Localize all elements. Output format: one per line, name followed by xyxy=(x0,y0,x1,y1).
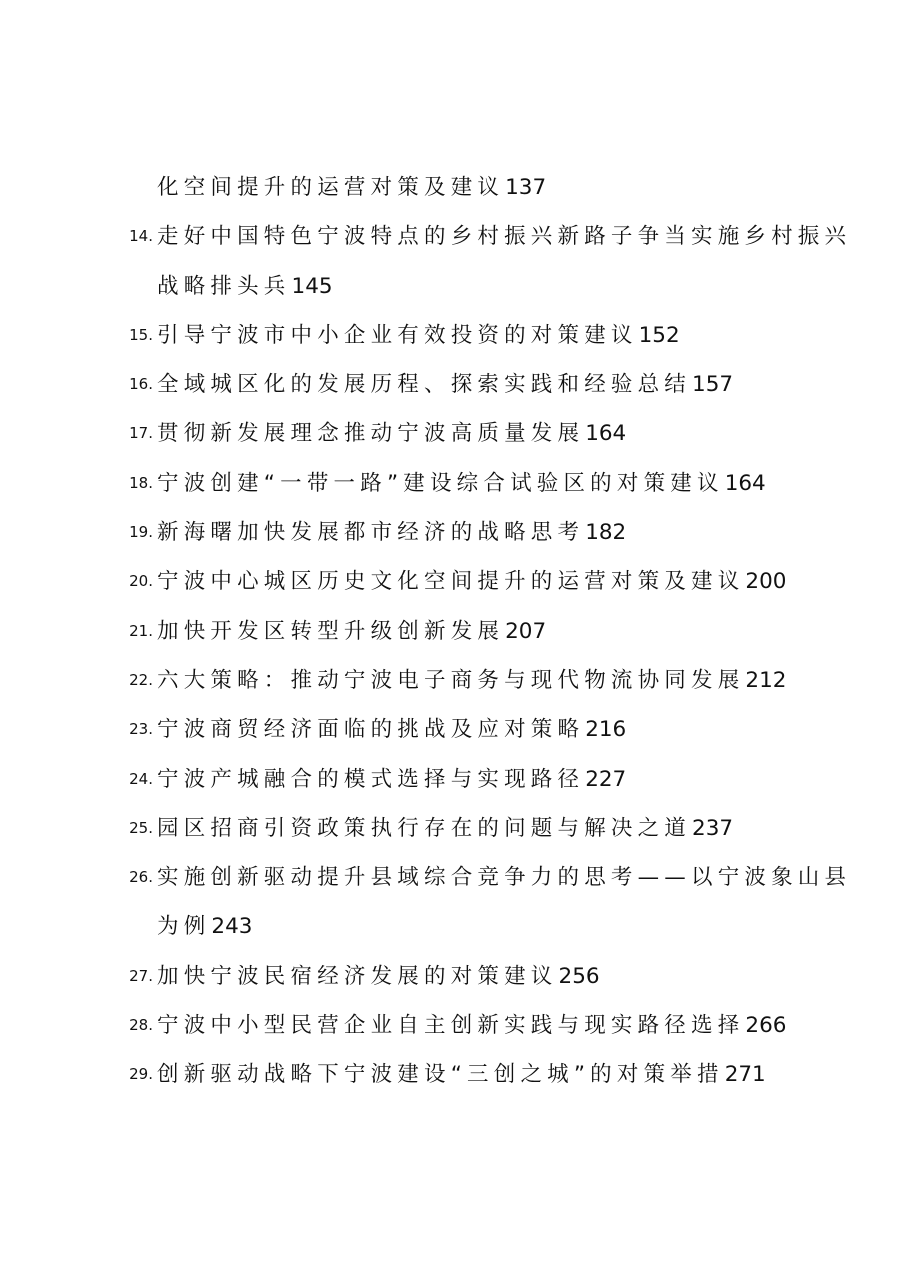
toc-line xyxy=(0,804,909,853)
toc-title: 宁波商贸经济面临的挑战及应对策略 xyxy=(157,717,585,743)
toc-entry xyxy=(157,262,333,311)
toc-number: 23. xyxy=(129,720,153,739)
toc-line xyxy=(0,1001,909,1050)
toc-number: 22. xyxy=(129,670,153,689)
toc-number: 24. xyxy=(129,769,153,788)
toc-page-number: 164 xyxy=(585,421,627,447)
toc-entry xyxy=(157,607,546,656)
toc-page-number: 200 xyxy=(745,569,787,595)
toc-title: 战略排头兵 xyxy=(157,273,291,299)
toc-line xyxy=(0,459,909,508)
toc-title: 园区招商引资政策执行存在的问题与解决之道 xyxy=(157,815,692,841)
toc-page-number: 216 xyxy=(585,717,627,743)
toc-page-number: 271 xyxy=(724,1062,766,1088)
toc-page-number: 243 xyxy=(211,914,253,940)
toc-line xyxy=(0,557,909,606)
toc-title: 实施创新驱动提升县域综合竞争力的思考——以宁波象山县 xyxy=(157,865,852,891)
toc-page-number: 164 xyxy=(724,470,766,496)
toc-line xyxy=(0,212,909,261)
toc-page-number: 266 xyxy=(745,1013,787,1039)
toc-page-number: 157 xyxy=(692,372,734,398)
toc-line xyxy=(0,902,909,951)
toc-number: 29. xyxy=(129,1065,153,1084)
toc-title: 贯彻新发展理念推动宁波高质量发展 xyxy=(157,421,585,447)
toc-number: 26. xyxy=(129,868,153,887)
toc-number: 19. xyxy=(129,523,153,542)
toc-number: 16. xyxy=(129,375,153,394)
toc-number: 15. xyxy=(129,325,153,344)
toc-page-number: 152 xyxy=(638,322,680,348)
toc-line xyxy=(0,656,909,705)
toc-page-number: 212 xyxy=(745,667,787,693)
toc-page-number: 207 xyxy=(505,618,547,644)
toc-entry xyxy=(157,952,600,1001)
toc-entry xyxy=(157,557,786,606)
toc-page-number: 237 xyxy=(692,815,734,841)
toc-title: 宁波产城融合的模式选择与实现路径 xyxy=(157,766,585,792)
toc-line xyxy=(0,262,909,311)
toc-number: 14. xyxy=(129,227,153,246)
toc-page-number: 227 xyxy=(585,766,627,792)
toc-title: 宁波创建“一带一路”建设综合试验区的对策建议 xyxy=(157,470,724,496)
toc-line xyxy=(0,409,909,458)
toc-line xyxy=(0,360,909,409)
toc-title: 宁波中小型民营企业自主创新实践与现实路径选择 xyxy=(157,1013,745,1039)
toc-line xyxy=(0,508,909,557)
toc-title: 宁波中心城区历史文化空间提升的运营对策及建议 xyxy=(157,569,745,595)
toc-entry xyxy=(157,459,766,508)
toc-line xyxy=(0,853,909,902)
toc-number: 18. xyxy=(129,473,153,492)
toc-title: 走好中国特色宁波特点的乡村振兴新路子争当实施乡村振兴 xyxy=(157,224,852,250)
toc-number: 25. xyxy=(129,818,153,837)
toc-title: 引导宁波市中小企业有效投资的对策建议 xyxy=(157,322,638,348)
toc-title: 加快宁波民宿经济发展的对策建议 xyxy=(157,963,558,989)
toc-title: 全域城区化的发展历程、探索实践和经验总结 xyxy=(157,372,692,398)
toc-entry xyxy=(157,705,626,754)
toc-entry xyxy=(157,212,852,261)
toc-line xyxy=(0,163,909,212)
toc-page-number: 182 xyxy=(585,520,627,546)
toc-page-number: 145 xyxy=(291,273,333,299)
toc-entry xyxy=(157,1050,766,1099)
toc-line xyxy=(0,311,909,360)
toc-number: 17. xyxy=(129,424,153,443)
toc-title: 创新驱动战略下宁波建设“三创之城”的对策举措 xyxy=(157,1062,724,1088)
toc-title: 六大策略：推动宁波电子商务与现代物流协同发展 xyxy=(157,667,745,693)
toc-page-number: 137 xyxy=(505,175,547,200)
toc-title: 加快开发区转型升级创新发展 xyxy=(157,618,505,644)
toc-entry xyxy=(157,1001,786,1050)
toc-entry xyxy=(157,804,733,853)
toc-entry xyxy=(157,360,733,409)
toc-title: 为例 xyxy=(157,914,211,940)
toc-entry xyxy=(157,508,626,557)
toc-title: 新海曙加快发展都市经济的战略思考 xyxy=(157,520,585,546)
toc-line xyxy=(0,607,909,656)
toc-number: 21. xyxy=(129,621,153,640)
toc-entry xyxy=(157,409,626,458)
toc-page-number: 256 xyxy=(558,963,600,989)
toc-entry xyxy=(157,902,252,951)
toc-line xyxy=(0,705,909,754)
toc-entry xyxy=(157,163,546,212)
toc-number: 27. xyxy=(129,966,153,985)
toc-line xyxy=(0,1050,909,1099)
toc-entry xyxy=(157,311,680,360)
toc-entry xyxy=(157,656,786,705)
toc-line xyxy=(0,755,909,804)
toc-entry xyxy=(157,755,626,804)
table-of-contents xyxy=(0,163,909,1100)
toc-number: 28. xyxy=(129,1016,153,1035)
toc-line xyxy=(0,952,909,1001)
toc-entry xyxy=(157,853,852,902)
toc-number: 20. xyxy=(129,572,153,591)
toc-title: 化空间提升的运营对策及建议 xyxy=(157,175,505,200)
